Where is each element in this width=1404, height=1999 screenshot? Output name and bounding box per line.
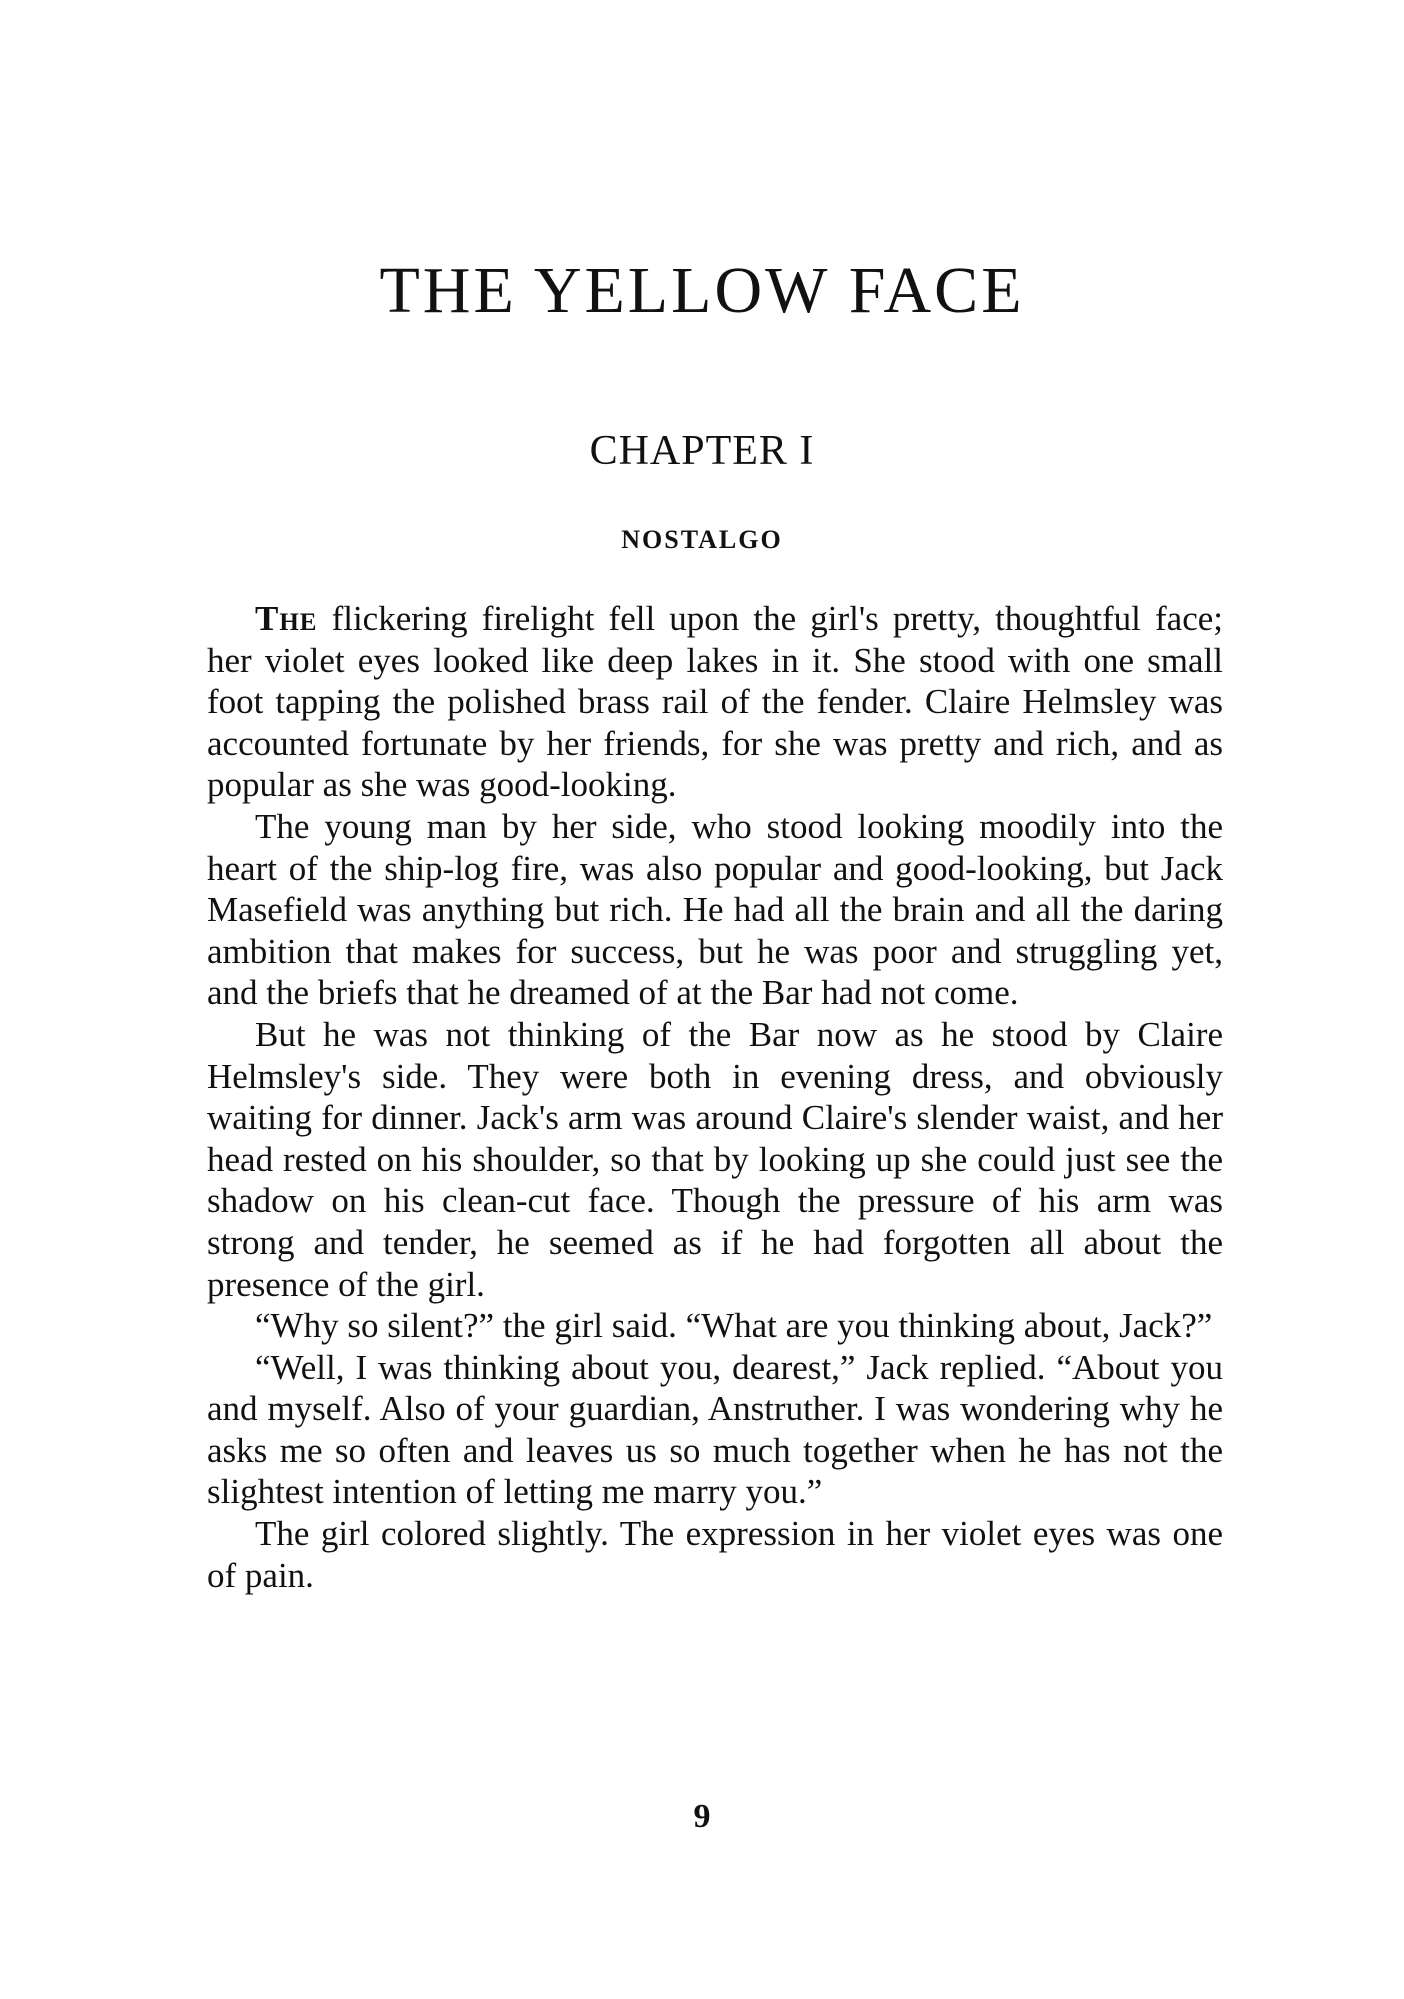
paragraph-4: “Why so silent?” the girl said. “What are you thinking about, Jack?” [255,1306,1213,1346]
book-title: THE YELLOW FACE [379,254,1025,327]
page-number: 9 [693,1798,711,1835]
chapter-body [207,598,1223,1596]
chapter-subtitle: NOSTALGO [621,525,783,554]
paragraph-5: “Well, I was thinking about you, dearest,” Jack replied. “About you and myself. Also of your guardian, Anstruther. I was wondering why he asks me so often and leaves us so much together when he has not the slightest intention of letting me marry you.” [207,1347,1223,1512]
paragraph-6: The girl colored slightly. The expression in her violet eyes was one of pain. [207,1514,1223,1595]
paragraph-1 [207,598,1223,806]
chapter-heading: CHAPTER I [589,428,815,474]
opening-word: The [255,599,318,638]
paragraph-2: The young man by her side, who stood looking moodily into the heart of the ship-log fire, was also popular and good-looking, but Jack Masefield was anything but rich. He had all the brain and all the daring ambition that makes for success, but he was poor and struggling yet, and the briefs that he dreamed of at the Bar had not come. [207,806,1223,1013]
paragraph-1-text: flickering firelight fell upon the girl's pretty, thoughtful face; her violet eyes looked like deep lakes in it. She stood with one small foot tapping the polished brass rail of the fender. Claire Helmsley was accounted fortunate by her friends, for she was pretty and rich, and as popular as she was good-looking. [207,599,1223,805]
paragraph-3: But he was not thinking of the Bar now as he stood by Claire Helmsley's side. They were both in evening dress, and obviously waiting for dinner. Jack's arm was around Claire's slender waist, and her head rested on his shoulder, so that by looking up she could just see the shadow on his clean-cut face. Though the pressure of his arm was strong and tender, he seemed as if he had forgotten all about the presence of the girl. [207,1014,1223,1304]
